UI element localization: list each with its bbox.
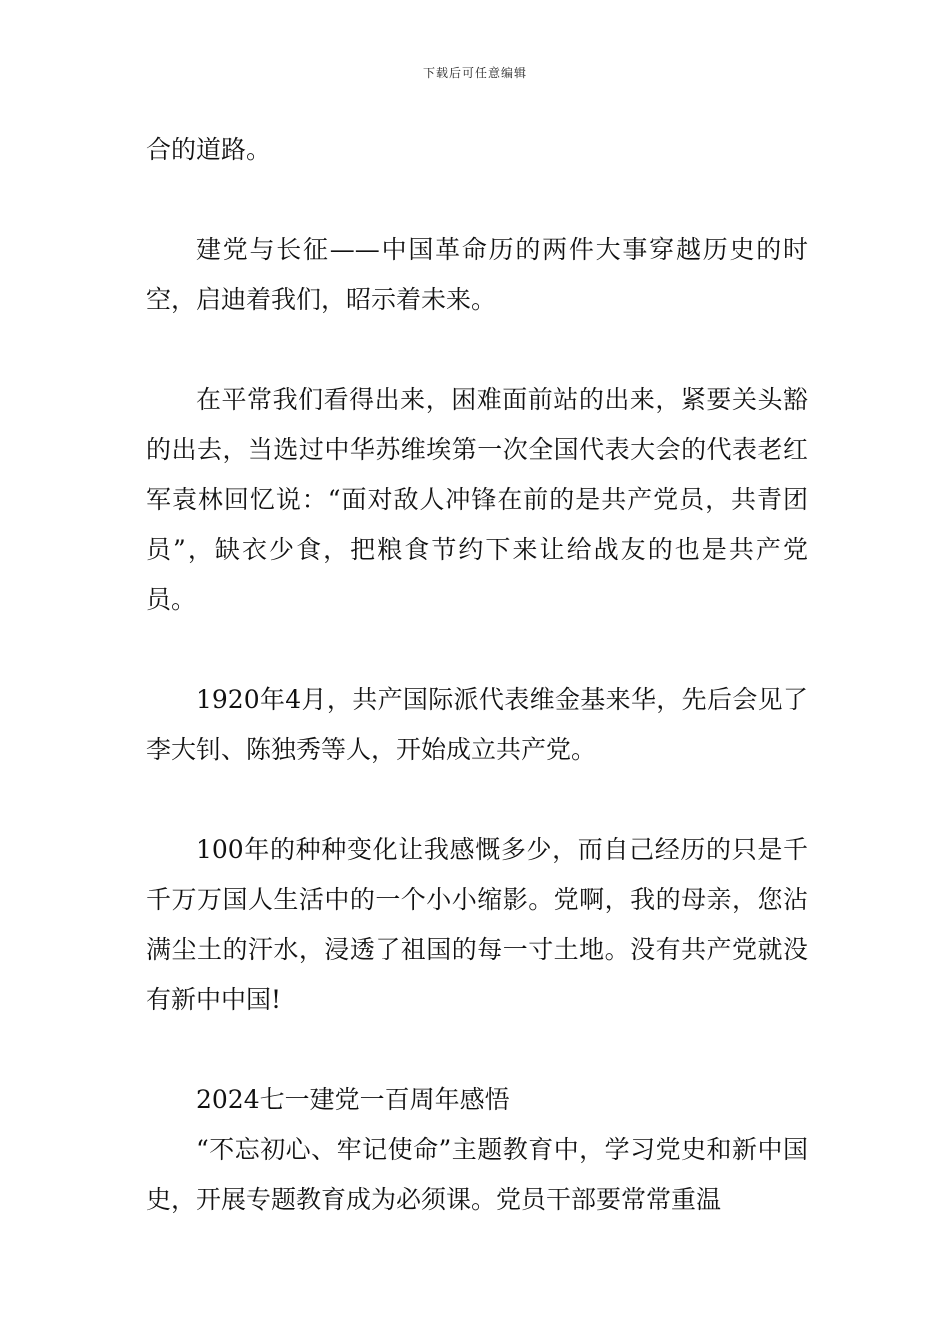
paragraph-1920-founding: 1920年4月，共产国际派代表维金基来华，先后会见了李大钊、陈独秀等人，开始成立共产党。 <box>146 685 808 764</box>
paragraph-100-years: 100年的种种变化让我感慨多少，而自己经历的只是千千万万国人生活中的一个小小缩影。党啊，我的母亲，您沾满尘土的汗水，浸透了祖国的每一寸土地。没有共产党就没有新中中国! <box>146 835 808 1014</box>
paragraph-long-march: 建党与长征——中国革命历的两件大事穿越历史的时空，启迪着我们，昭示着未来。 <box>146 235 808 314</box>
page-header-note: 下载后可任意编辑 <box>422 66 527 80</box>
document-body <box>146 125 808 1225</box>
paragraph-veteran-memory: 在平常我们看得出来，困难面前站的出来，紧要关头豁的出去，当选过中华苏维埃第一次全国代表大会的代表老红军袁林回忆说：“面对敌人冲锋在前的是共产党员，共青团员”，缺衣少食，把粮食节约下来让给战友的也是共产党员。 <box>146 385 808 614</box>
section-title: 2024七一建党一百周年感悟 <box>196 1085 510 1114</box>
paragraph-education: “不忘初心、牢记使命”主题教育中，学习党史和新中国史，开展专题教育成为必须课。党员干部要常常重温 <box>146 1135 808 1214</box>
paragraph-continuation: 合的道路。 <box>146 135 272 164</box>
